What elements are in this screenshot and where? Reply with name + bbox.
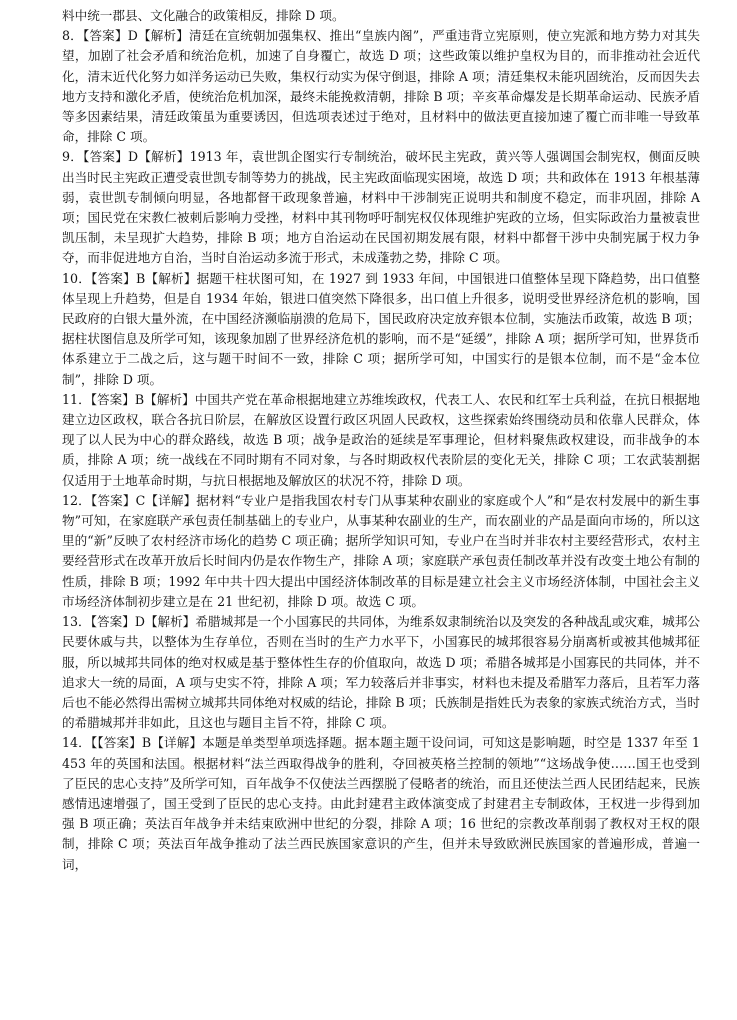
paragraph-answer-10: 10．【答案】B【解析】据题干柱状图可知，在 1927 到 1933 年间，中国银进口值整体呈现下降趋势，出口值整体呈现上升趋势，但是自 1934 年始，银进口值突然下降很多，出口值上升很多，说明受世界经济危机的影响，国民政府的白银大量外流，在中国经济濒临崩溃的危局下，国民政府决定放弃银本位制，实施法币政策，故选 B 项；据柱状图信息及所学可知，该现象加剧了世界经济危机的影响，而不是“延缓”，排除 A 项；据所学可知，世界货币体系建立于二战之后，这与题干时间不一致，排除 C 项；据所学可知，中国实行的是银本位制，而不是“金本位制”，排除 D 项。 (62, 270, 700, 387)
paragraph-answer-9: 9．【答案】D【解析】1913 年，袁世凯企图实行专制统治，破坏民主宪政，黄兴等人强调国会制宪权，侧面反映出当时民主宪政正遭受袁世凯专制等势力的挑战，民主宪政面临现实困境，故选 D 项；共和政体在 1913 年根基薄弱，袁世凯专制倾向明显，各地都督干政现象普遍，材料中干涉制宪正说明共和制度不稳定，而非巩固，排除 A 项；国民党在宋教仁被刺后影响力受挫，材料中其刊物呼吁制宪权仅体现维护宪政的立场，但实际政治力量被袁世凯压制，未呈现扩大趋势，排除 B 项；地方自治运动在民国初期发展有限，材料中都督干涉中央制宪属于权力争夺，而非促进地方自治，当时自治运动多流于形式，未成蓬勃之势，排除 C 项。 (62, 149, 700, 266)
paragraph-answer-14: 14．【【答案】B【详解】本题是单类型单项选择题。据本题主题干设问词，可知这是影响题，时空是 1337 年至 1453 年的英国和法国。根据材料“法兰西取得战争的胜利，夺回被英格兰控制的领地”“这场战争使……国王也受到了臣民的忠心支持”及所学可知，百年战争不仅使法兰西摆脱了侵略者的统治，而且还使法兰西人民团结起来，民族感情迅速增强了，国王受到了臣民的忠心支持。由此封建君主政体演变成了封建君主专制政体，王权进一步得到加强 B 项正确；英法百年战争并未结束欧洲中世纪的分裂，排除 A 项；16 世纪的宗教改革削弱了教权对王权的限制，排除 C 项；英法百年战争推动了法兰西民族国家意识的产生，但并未导致欧洲民族国家的普遍形成，普遍一词， (62, 735, 700, 872)
paragraph-answer-8: 8．【答案】D【解析】清廷在宣统朝加强集权、推出“皇族内阁”，严重违背立宪原则，使立宪派和地方势力对其失望，加剧了社会矛盾和统治危机，加速了自身覆亡，故选 D 项；这些政策以维护皇权为目的，而非推动社会近代化，清末近代化努力如洋务运动已失败，集权行动实为保守倒退，排除 A 项；清廷集权未能巩固统治，反而因失去地方支持和激化矛盾，使统治危机加深，最终未能挽救清朝，排除 B 项；辛亥革命爆发是长期革命运动、民族矛盾等多因素结果，清廷政策虽为重要诱因，但选项表述过于绝对，且材料中的做法更直接加速了覆亡而非唯一导致革命，排除 C 项。 (62, 28, 700, 145)
paragraph-answer-13: 13．【答案】D【解析】希腊城邦是一个小国寡民的共同体，为维系奴隶制统治以及突发的各种战乱或灾难，城邦公民要休戚与共，以整体为生存单位，否则在当时的生产力水平下，小国寡民的城邦很容易分崩离析或被其他城邦征服，所以城邦共同体的绝对权威是基于整体性生存的价值取向，故选 D 项；希腊各城邦是小国寡民的共同体，并不追求大一统的局面，A 项与史实不符，排除 A 项；军力较落后并非事实，材料也未提及希腊军力落后，且若军力落后也不能必然得出需树立城邦共同体绝对权威的结论，排除 B 项；氏族制是指姓氏为表象的家族式统治方式，当时的希腊城邦并非如此，且这也与题目主旨不符，排除 C 项。 (62, 614, 700, 731)
paragraph-answer-11: 11．【答案】B【解析】中国共产党在革命根据地建立苏维埃政权，代表工人、农民和红军士兵利益，在抗日根据地建立边区政权，联合各抗日阶层，在解放区设置行政区巩固人民政权，这些探索始终围绕动员和依靠人民群众，体现了以人民为中心的群众路线，故选 B 项；战争是政治的延续是军事理论，但材料聚焦政权建设，而非战争的本质，排除 A 项；统一战线在不同时期有不同对象，与各时期政权代表阶层的变化无关，排除 C 项；工农武装割据仅适用于土地革命时期，与抗日根据地及解放区的状况不符，排除 D 项。 (62, 391, 700, 488)
paragraph-7-tail: 料中统一郡县、文化融合的政策相反，排除 D 项。 (62, 8, 345, 23)
paragraph-answer-12: 12．【答案】C【详解】据材料“专业户是指我国农村专门从事某种农副业的家庭或个人”和“是农村发展中的新生事物”可知，在家庭联产承包责任制基础上的专业户，从事某种农副业的生产，而农副业的产品是面向市场的，所以这里的“新”反映了农村经济市场化的趋势 C 项正确；据所学知识可知，专业户在当时并非农村主要经营形式，农村主要经营形式在改革开放后长时间内仍是农作物生产，排除 A 项；家庭联产承包责任制改革并没有改变土地公有制的性质，排除 B 项；1992 年中共十四大提出中国经济体制改革的目标是建立社会主义市场经济体制，中国社会主义市场经济体制初步建立是在 21 世纪初，排除 D 项。故选 C 项。 (62, 492, 700, 609)
